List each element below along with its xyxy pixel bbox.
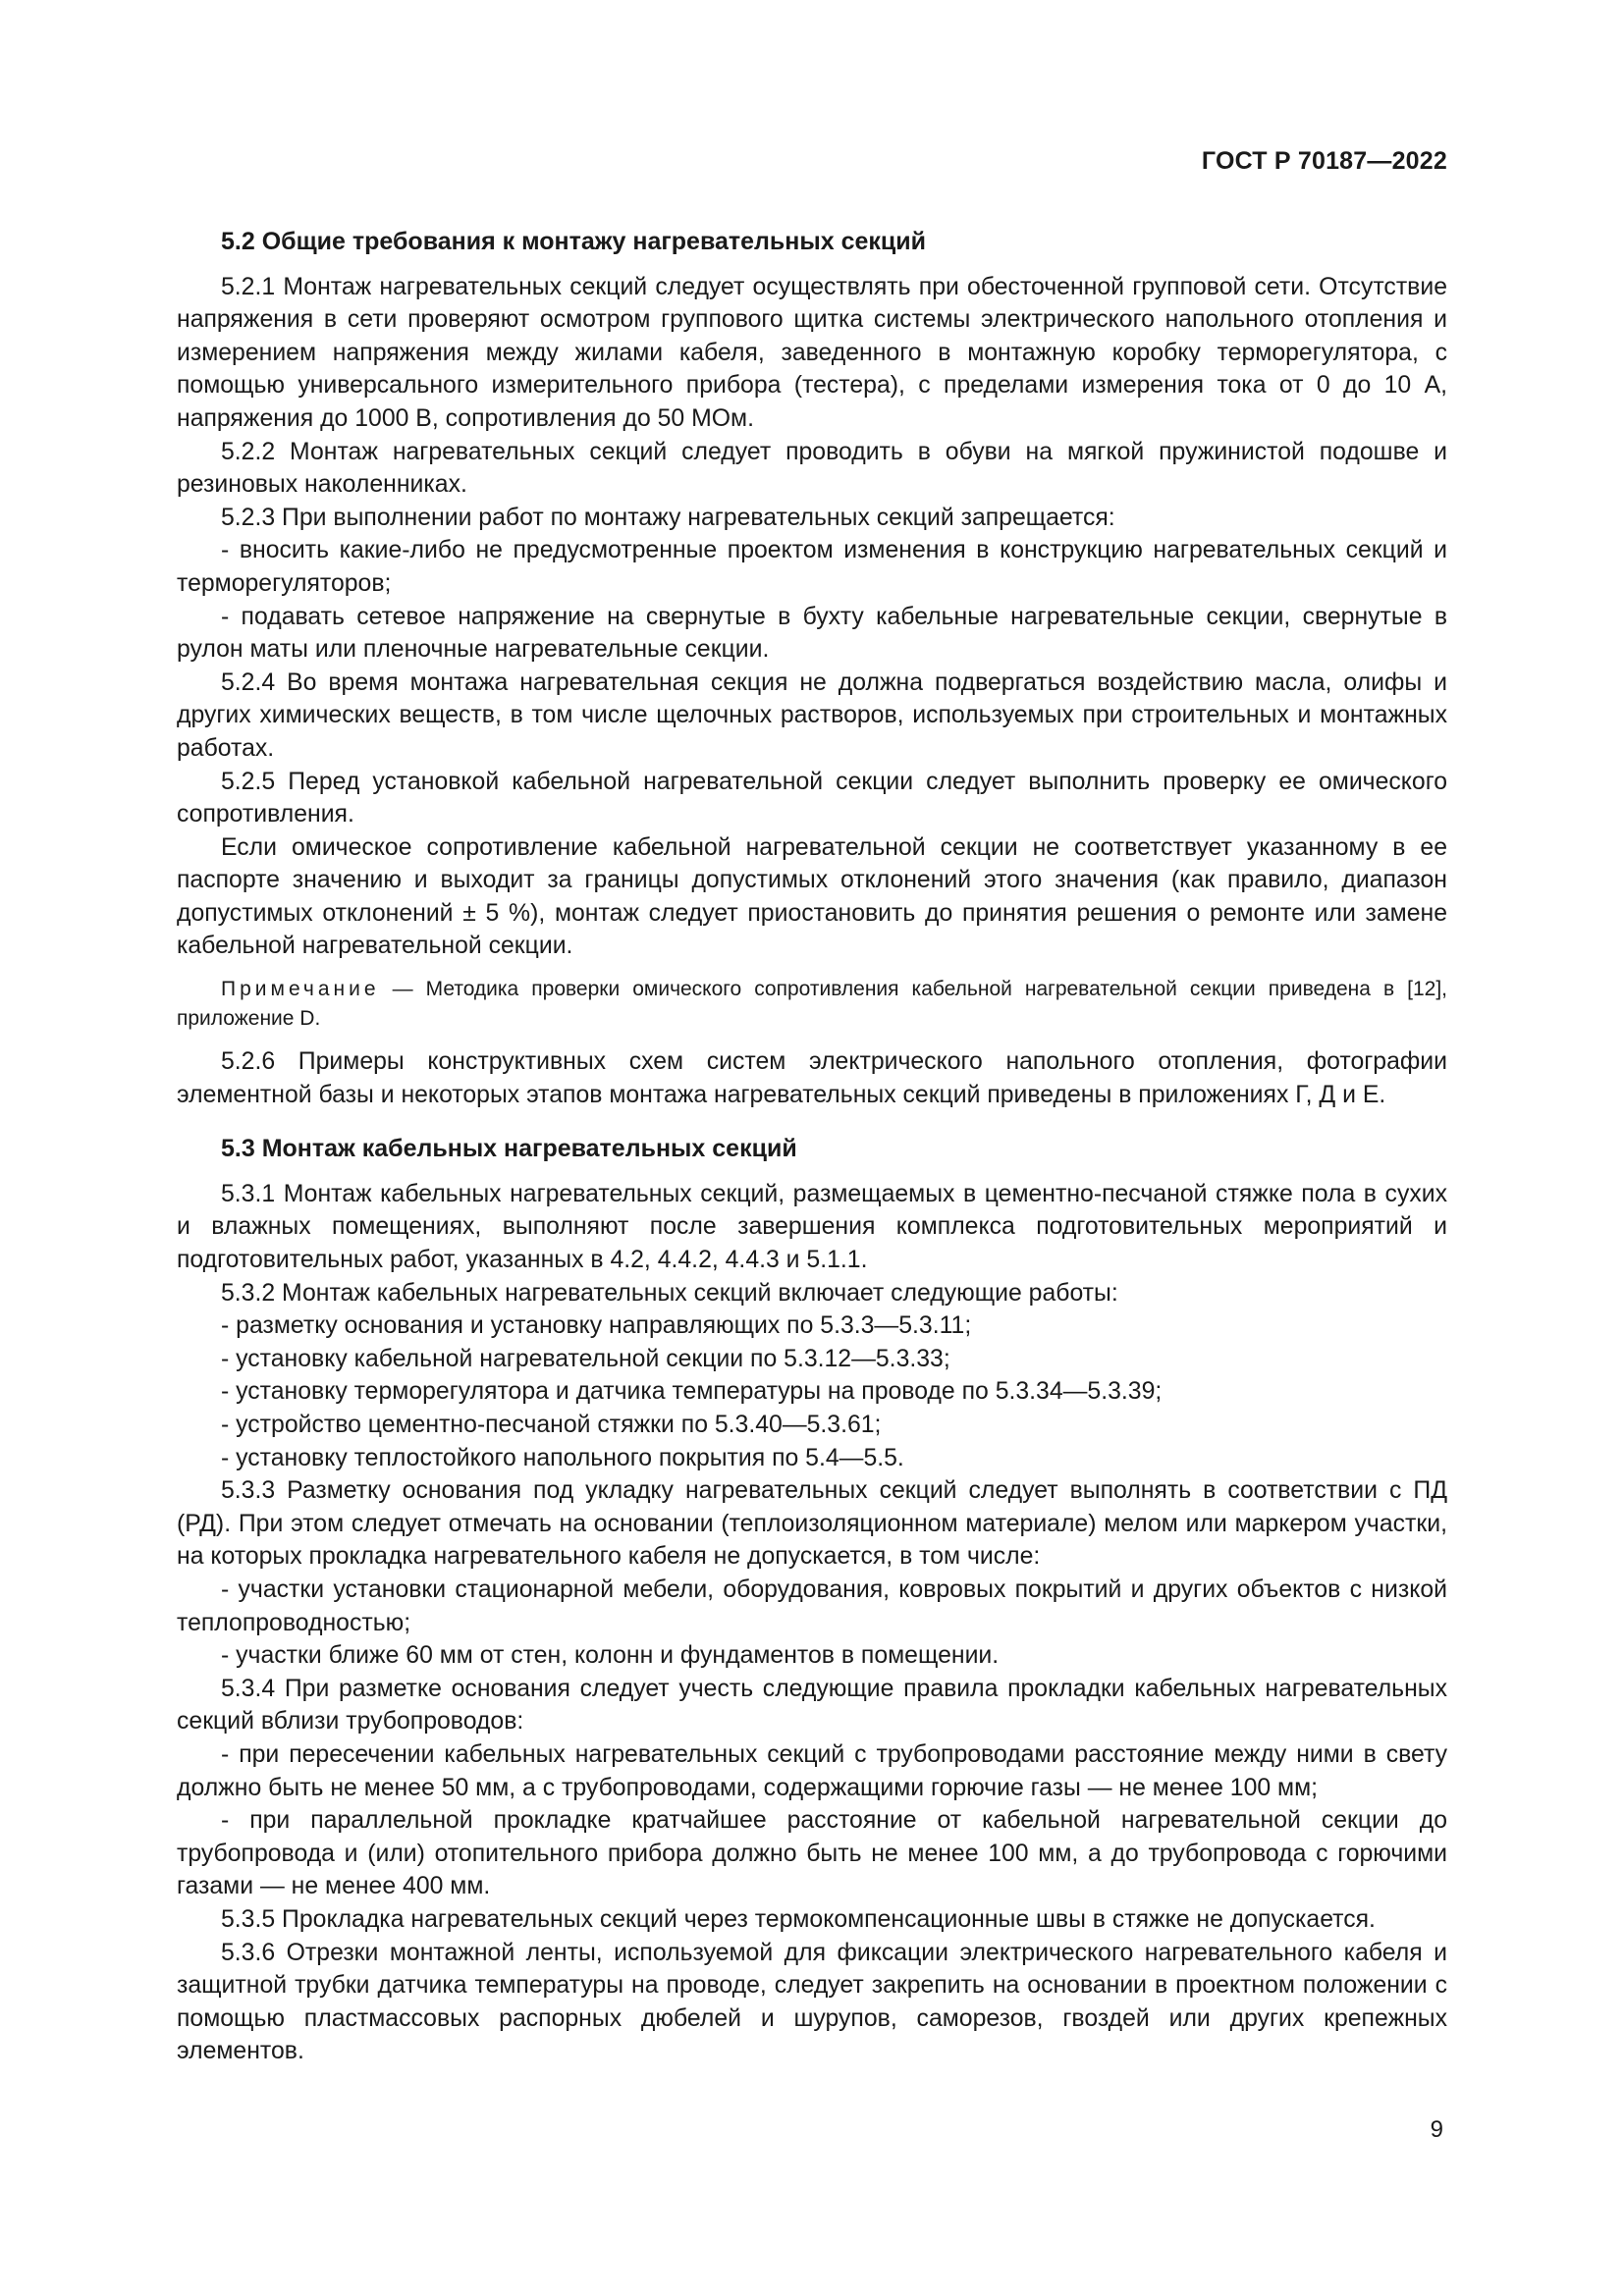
paragraph-5-3-4-item-a: - при пересечении кабельных нагревательных секций с трубопроводами расстояние между ними в свету должно быть не менее 50 мм, а с трубопроводами, содержащими горючие газы — не менее 100 мм; [177,1740,1447,1801]
document-body [177,226,1447,2068]
paragraph-5-3-1: 5.3.1 Монтаж кабельных нагревательных секций, размещаемых в цементно-песчаной стяжке пола в сухих и влажных помещениях, выполняют после завершения комплекса подготовительных мероприятий и подготовительных работ, указанных в 4.2, 4.4.2, 4.4.3 и 5.1.1. [177,1180,1447,1274]
list-item: - разметку основания и установку направляющих по 5.3.3—5.3.11; [221,1312,972,1340]
note-text: — Методика проверки омического сопротивления кабельной нагревательной секции приведена в [12], приложение D. [177,978,1447,1031]
paragraph-5-2-3-item-b: - подавать сетевое напряжение на свернутые в бухту кабельные нагревательные секции, свернутые в рулон маты или пленочные нагревательные секции. [177,603,1447,664]
paragraph-5-2-2: 5.2.2 Монтаж нагревательных секций следует проводить в обуви на мягкой пружинистой подошве и резиновых наколенниках. [177,438,1447,499]
note-label: Примечание [221,978,380,1001]
paragraph-5-3-6: 5.3.6 Отрезки монтажной ленты, используемой для фиксации электрического нагревательного кабеля и защитной трубки датчика температуры на проводе, следует закрепить на основании в проектном положении с помощью пластмассовых распорных дюбелей и шурупов, саморезов, гвоздей или других крепежных элементов. [177,1939,1447,2065]
paragraph-5-3-3-item-a: - участки установки стационарной мебели, оборудования, ковровых покрытий и других объектов с низкой теплопроводностью; [177,1575,1447,1636]
paragraph-5-2-6: 5.2.6 Примеры конструктивных схем систем электрического напольного отопления, фотографии элементной базы и некоторых этапов монтажа нагревательных секций приведены в приложениях Г, Д и Е. [177,1048,1447,1108]
paragraph-5-2-5: 5.2.5 Перед установкой кабельной нагревательной секции следует выполнить проверку ее омического сопротивления. [177,768,1447,828]
list-item: - установку кабельной нагревательной секции по 5.3.12—5.3.33; [221,1345,950,1372]
paragraph-5-3-3-item-b: - участки ближе 60 мм от стен, колонн и фундаментов в помещении. [221,1642,1000,1670]
paragraph-5-3-2: 5.3.2 Монтаж кабельных нагревательных секций включает следующие работы: [221,1279,1118,1307]
paragraph-5-2-3-item-a: - вносить какие-либо не предусмотренные проектом изменения в конструкцию нагревательных секций и терморегуляторов; [177,537,1447,597]
list-item: - устройство цементно-песчаной стяжки по 5.3.40—5.3.61; [221,1412,882,1438]
paragraph-5-3-3: 5.3.3 Разметку основания под укладку нагревательных секций следует выполнять в соответствии с ПД (РД). При этом следует отмечать на основании (теплоизоляционном материале) мелом или маркером участки, на которых прокладка нагревательного кабеля не допускается, в том числе: [177,1477,1447,1571]
paragraph-5-2-1: 5.2.1 Монтаж нагревательных секций следует осуществлять при обесточенной групповой сети. Отсутствие напряжения в сети проверяют осмотром группового щитка системы электрического напольного отопления и измерением напряжения между жилами кабеля, заведенного в монтажную коробку терморегулятора, с помощью универсального измерительного прибора (тестера), с пределами измерения тока от 0 до 10 А, напряжения до 1000 В, сопротивления до 50 МОм. [177,273,1447,432]
note [177,975,1447,1034]
paragraph-5-3-4-item-b: - при параллельной прокладке кратчайшее расстояние от кабельной нагревательной секции до трубопровода и (или) отопительного прибора должно быть не менее 100 мм, а до трубопровода с горючими газами — не менее 400 мм. [177,1807,1447,1900]
section-5-2-heading: 5.2 Общие требования к монтажу нагревательных секций [221,228,927,255]
paragraph-5-3-4: 5.3.4 При разметке основания следует учесть следующие правила прокладки кабельных нагревательных секций вблизи трубопроводов: [177,1675,1447,1735]
paragraph-5-2-4: 5.2.4 Во время монтажа нагревательная секция не должна подвергаться воздействию масла, олифы и других химических веществ, в том числе щелочных растворов, используемых при строительных и монтажных работах. [177,668,1447,762]
section-5-3-heading: 5.3 Монтаж кабельных нагревательных секций [221,1135,797,1163]
paragraph-5-3-5: 5.3.5 Прокладка нагревательных секций через термокомпенсационные швы в стяжке не допускается. [221,1905,1376,1933]
list-item: - установку теплостойкого напольного покрытия по 5.4—5.5. [221,1444,904,1471]
document-number-header: ГОСТ Р 70187—2022 [1201,147,1447,175]
paragraph-5-2-5-continued: Если омическое сопротивление кабельной нагревательной секции не соответствует указанному в ее паспорте значению и выходит за границы допустимых отклонений этого значения (как правило, диапазон допустимых отклонений ± 5 %), монтаж следует приостановить до принятия решения о ремонте или замене кабельной нагревательной секции. [177,833,1447,960]
list-item: - установку терморегулятора и датчика температуры на проводе по 5.3.34—5.3.39; [221,1378,1163,1406]
page-number: 9 [1430,2116,1443,2143]
paragraph-5-2-3: 5.2.3 При выполнении работ по монтажу нагревательных секций запрещается: [221,504,1115,531]
